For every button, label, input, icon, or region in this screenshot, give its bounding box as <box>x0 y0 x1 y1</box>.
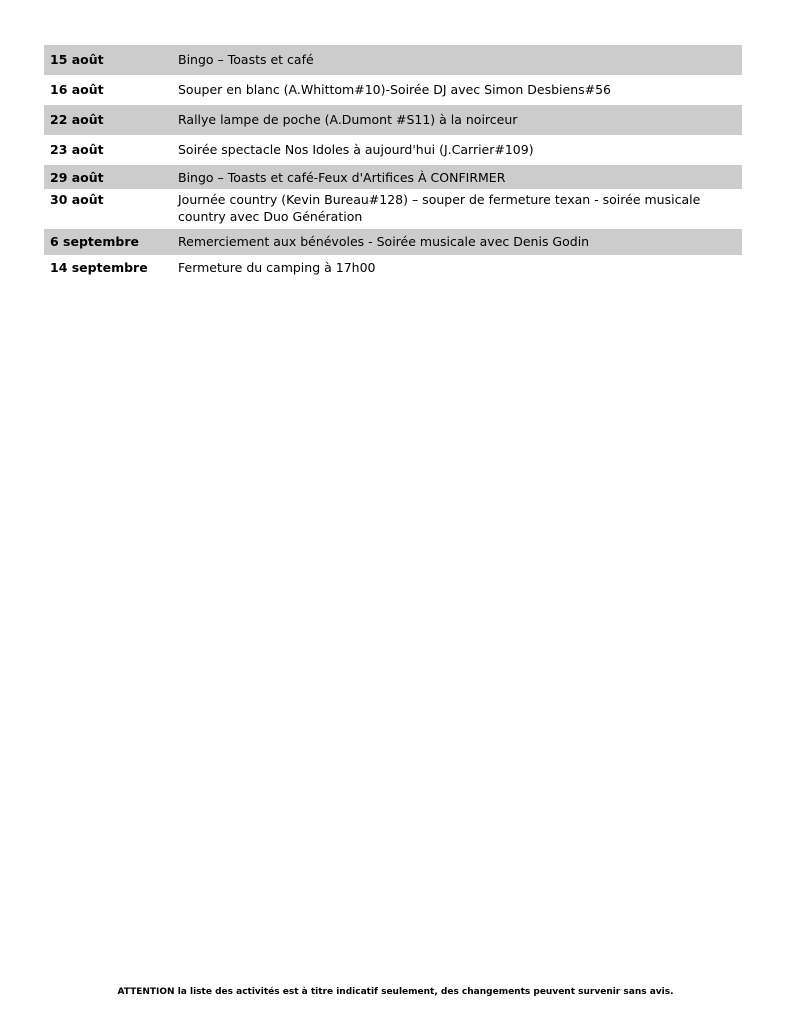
row-description: Rallye lampe de poche (A.Dumont #S11) à la noirceur <box>178 112 518 127</box>
row-description: Soirée spectacle Nos Idoles à aujourd'hui (J.Carrier#109) <box>178 142 534 157</box>
row-description: Bingo – Toasts et café-Feux d'Artifices À CONFIRMER <box>178 170 506 185</box>
row-date: 16 août <box>50 82 104 97</box>
row-date: 29 août <box>50 170 104 185</box>
disclaimer-notice: ATTENTION la liste des activités est à titre indicatif seulement, des changements peuvent survenir sans avis. <box>117 987 674 997</box>
row-date: 14 septembre <box>50 260 148 275</box>
row-description: Souper en blanc (A.Whittom#10)-Soirée DJ avec Simon Desbiens#56 <box>178 82 612 97</box>
table-row <box>44 105 742 135</box>
row-date: 30 août <box>50 192 104 207</box>
table-row <box>44 45 742 75</box>
table-row <box>44 75 742 105</box>
table-row <box>44 165 742 189</box>
table-row <box>44 135 742 165</box>
row-description: Remerciement aux bénévoles - Soirée musicale avec Denis Godin <box>178 234 590 249</box>
row-date: 15 août <box>50 52 104 67</box>
table-row <box>44 189 742 229</box>
row-description: Fermeture du camping à 17h00 <box>178 260 376 275</box>
row-date: 6 septembre <box>50 234 139 249</box>
table-row <box>44 229 742 255</box>
row-date: 22 août <box>50 112 104 127</box>
row-description: Journée country (Kevin Bureau#128) – souper de fermeture texan - soirée musicale country avec Duo Génération <box>178 192 701 224</box>
activity-schedule-table <box>44 45 742 281</box>
row-date: 23 août <box>50 142 104 157</box>
row-description: Bingo – Toasts et café <box>178 52 314 67</box>
table-row <box>44 255 742 281</box>
